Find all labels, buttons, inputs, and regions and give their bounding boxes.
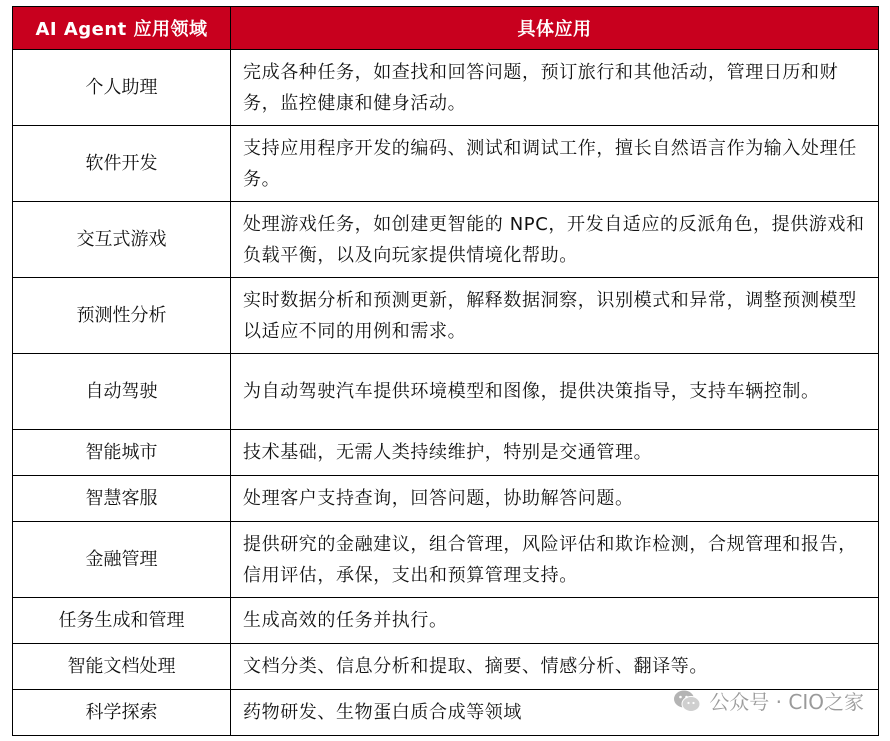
domain-cell: 软件开发 (13, 126, 231, 202)
table-row (13, 476, 879, 522)
domain-cell: 个人助理 (13, 50, 231, 126)
domain-cell: 金融管理 (13, 522, 231, 598)
ai-agent-application-table (12, 6, 879, 736)
application-cell: 生成高效的任务并执行。 (231, 598, 879, 644)
table-row (13, 278, 879, 354)
application-cell: 实时数据分析和预测更新，解释数据洞察，识别模式和异常，调整预测模型以适应不同的用例和需求。 (231, 278, 879, 354)
domain-cell: 自动驾驶 (13, 354, 231, 430)
table-row (13, 644, 879, 690)
domain-cell: 任务生成和管理 (13, 598, 231, 644)
application-cell: 完成各种任务，如查找和回答问题，预订旅行和其他活动，管理日历和财务，监控健康和健身活动。 (231, 50, 879, 126)
table-row (13, 354, 879, 430)
domain-cell: 智慧客服 (13, 476, 231, 522)
application-cell: 为自动驾驶汽车提供环境模型和图像，提供决策指导，支持车辆控制。 (231, 354, 879, 430)
application-cell: 处理客户支持查询，回答问题，协助解答问题。 (231, 476, 879, 522)
table-header-row (13, 7, 879, 50)
table-row (13, 50, 879, 126)
header-application: 具体应用 (231, 7, 879, 50)
table-row (13, 522, 879, 598)
watermark-text: 公众号 · CIO之家 (709, 690, 864, 714)
table-row (13, 430, 879, 476)
application-cell: 药物研发、生物蛋白质合成等领域 (231, 690, 879, 736)
application-cell: 技术基础，无需人类持续维护，特别是交通管理。 (231, 430, 879, 476)
wechat-icon (673, 689, 701, 713)
application-cell: 文档分类、信息分析和提取、摘要、情感分析、翻译等。 (231, 644, 879, 690)
table-row (13, 126, 879, 202)
application-cell: 提供研究的金融建议，组合管理，风险评估和欺诈检测，合规管理和报告，信用评估，承保，支出和预算管理支持。 (231, 522, 879, 598)
watermark (673, 686, 864, 715)
table-row (13, 202, 879, 278)
application-cell: 处理游戏任务，如创建更智能的 NPC，开发自适应的反派角色，提供游戏和负载平衡，以及向玩家提供情境化帮助。 (231, 202, 879, 278)
table-row (13, 598, 879, 644)
domain-cell: 科学探索 (13, 690, 231, 736)
domain-cell: 智能城市 (13, 430, 231, 476)
domain-cell: 智能文档处理 (13, 644, 231, 690)
domain-cell: 预测性分析 (13, 278, 231, 354)
application-cell: 支持应用程序开发的编码、测试和调试工作，擅长自然语言作为输入处理任务。 (231, 126, 879, 202)
header-domain: AI Agent 应用领域 (13, 7, 231, 50)
domain-cell: 交互式游戏 (13, 202, 231, 278)
application-table-container (12, 6, 878, 736)
